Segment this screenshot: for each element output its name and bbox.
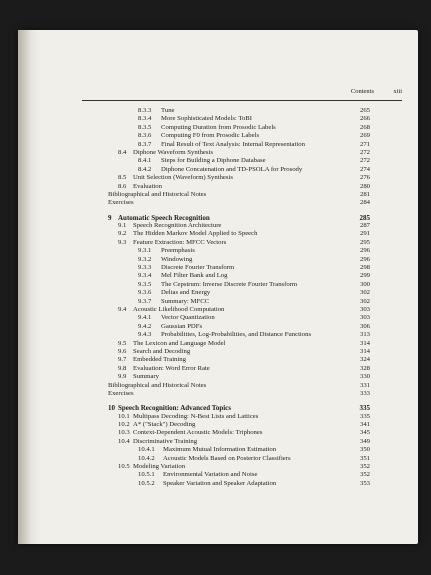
toc-page-number: 276: [359, 174, 370, 182]
toc-entry-title: Deltas and Energy: [161, 289, 211, 297]
toc-entry-title: Mel Filter Bank and Log: [161, 272, 228, 280]
toc-row: [18, 471, 418, 479]
toc-page-number: 300: [359, 280, 370, 288]
toc-entry-title: Acoustic Likelihood Computation: [133, 305, 225, 313]
toc-page-number: 285: [359, 213, 370, 222]
toc-section-number: 8.4.1: [138, 157, 152, 165]
header-page-number: xiii: [393, 88, 402, 95]
toc-row: [18, 157, 418, 165]
toc-section-number: 9.4.3: [138, 331, 152, 339]
toc-section-number: 8.3.7: [138, 140, 152, 148]
toc-page-number: 351: [359, 454, 370, 462]
toc-page-number: 352: [359, 463, 370, 471]
toc-row: [18, 289, 418, 297]
toc-page-number: 272: [359, 157, 370, 165]
toc-entry-title: A* ("Stack") Decoding: [133, 421, 196, 429]
toc-entry-title: Multipass Decoding: N-Best Lists and Lattices: [133, 412, 259, 420]
toc-entry-title: The Lexicon and Language Model: [133, 339, 226, 347]
toc-section-number: 10.4.1: [138, 446, 155, 454]
toc-page-number: 265: [359, 107, 370, 114]
toc-page-number: 353: [359, 479, 370, 487]
toc-row: [18, 331, 418, 339]
toc-page-number: 328: [359, 364, 370, 372]
toc-entry-title: Feature Extraction: MFCC Vectors: [133, 238, 227, 246]
toc-entry-title: Embedded Training: [133, 356, 186, 364]
toc-entry-title: Automatic Speech Recognition: [118, 213, 210, 222]
toc-entry-title: Discrete Fourier Transform: [161, 264, 235, 272]
toc-row: [18, 272, 418, 280]
toc-page-number: 296: [359, 247, 370, 255]
toc-entry-title: Speech Recognition: Advanced Topics: [118, 404, 231, 413]
toc-row: [18, 455, 418, 463]
toc-entry-title: Diphone Waveform Synthesis: [133, 148, 213, 156]
toc-entry-title: Vector Quantization: [161, 314, 215, 322]
toc-row: [18, 247, 418, 255]
toc-section-number: 9.3.1: [138, 247, 152, 255]
toc-entry-title: The Hidden Markov Model Applied to Speech: [133, 230, 258, 238]
toc-row: [18, 149, 418, 157]
toc-chapter-row: [18, 214, 418, 222]
toc-entry-title: The Cepstrum: Inverse Discrete Fourier Transform: [161, 280, 298, 288]
toc-section-number: 8.5: [118, 174, 127, 182]
toc-entry-title: Steps for Building a Diphone Database: [161, 157, 266, 165]
toc-page-number: 302: [359, 297, 370, 305]
toc-page-number: 335: [359, 404, 370, 413]
toc-page-number: 303: [359, 314, 370, 322]
toc-entry-title: Final Result of Text Analysis: Internal Representation: [161, 140, 305, 148]
toc-section-number: 10.4.2: [138, 454, 155, 462]
toc-page-number: 303: [359, 305, 370, 313]
table-of-contents: [18, 107, 418, 488]
toc-entry-title: Unit Selection (Waveform) Synthesis: [133, 174, 233, 182]
toc-entry-title: More Sophisticated Models: ToBI: [161, 115, 252, 123]
toc-entry-title: Tune: [161, 107, 175, 114]
toc-section-number: 10: [108, 404, 115, 413]
toc-section-number: 9.6: [118, 347, 127, 355]
toc-entry-title: Discriminative Training: [133, 437, 198, 445]
toc-row: [18, 306, 418, 314]
toc-entry-title: Preemphasis: [161, 247, 195, 255]
toc-row: [18, 413, 418, 421]
toc-section-number: 9.3: [118, 238, 127, 246]
toc-row: [18, 239, 418, 247]
toc-entry-title: Speaker Variation and Speaker Adaptation: [163, 479, 277, 487]
toc-entry-title: Computing Duration from Prosodic Labels: [161, 123, 276, 131]
toc-entry-title: Context-Dependent Acoustic Models: Triphones: [133, 429, 263, 437]
toc-section-number: 10.3: [118, 429, 130, 437]
toc-entry-title: Bibliographical and Historical Notes: [108, 381, 207, 389]
toc-entry-title: Summary: [133, 373, 160, 381]
toc-row: [18, 429, 418, 437]
toc-row: [18, 438, 418, 446]
header-rule: [82, 100, 402, 101]
toc-row: [18, 191, 418, 199]
toc-section-number: 9.3.2: [138, 255, 152, 263]
toc-page-number: 314: [359, 347, 370, 355]
toc-section-number: 10.5.1: [138, 471, 155, 479]
toc-section-number: 9.3.4: [138, 272, 152, 280]
toc-row: [18, 115, 418, 123]
toc-entry-title: Evaluation: Word Error Rate: [133, 364, 210, 372]
toc-entry-title: Computing F0 from Prosodic Labels: [161, 132, 260, 140]
toc-entry-title: Summary: MFCC: [161, 297, 210, 305]
toc-row: [18, 199, 418, 207]
toc-row: [18, 183, 418, 191]
toc-row: [18, 264, 418, 272]
toc-row: [18, 281, 418, 289]
toc-section-number: 8.3.4: [138, 115, 152, 123]
toc-section-number: 9.4.2: [138, 322, 152, 330]
toc-section-number: 9.3.6: [138, 289, 152, 297]
toc-row: [18, 365, 418, 373]
toc-row: [18, 446, 418, 454]
toc-entry-title: Evaluation: [133, 182, 162, 190]
toc-page-number: 274: [359, 165, 370, 173]
toc-chapter-row: [18, 404, 418, 412]
toc-page-number: 269: [359, 132, 370, 140]
toc-entry-title: Bibliographical and Historical Notes: [108, 190, 207, 198]
running-header: [18, 88, 418, 100]
toc-section-number: 9.5: [118, 339, 127, 347]
toc-section-number: 9.8: [118, 364, 127, 372]
toc-row: [18, 124, 418, 132]
toc-page-number: 295: [359, 238, 370, 246]
toc-page-number: 296: [359, 255, 370, 263]
toc-page-number: 333: [359, 389, 370, 397]
toc-section-number: 10.5: [118, 463, 130, 471]
toc-section-number: 8.3.5: [138, 123, 152, 131]
toc-section-number: 10.4: [118, 437, 130, 445]
toc-row: [18, 166, 418, 174]
toc-row: [18, 230, 418, 238]
toc-section-number: 8.3.3: [138, 107, 152, 114]
toc-entry-title: Search and Decoding: [133, 347, 191, 355]
toc-page-number: 284: [359, 199, 370, 207]
toc-entry-title: Speech Recognition Architecture: [133, 222, 222, 230]
toc-page-number: 272: [359, 148, 370, 156]
toc-row: [18, 480, 418, 488]
toc-page-number: 314: [359, 339, 370, 347]
toc-row: [18, 340, 418, 348]
toc-entry-title: Environmental Variation and Noise: [163, 471, 258, 479]
toc-entry-title: Maximum Mutual Information Estimation: [163, 446, 277, 454]
toc-entry-title: Exercises: [108, 199, 134, 207]
toc-page-number: 313: [359, 331, 370, 339]
toc-row: [18, 356, 418, 364]
toc-row: [18, 323, 418, 331]
toc-page-number: 266: [359, 115, 370, 123]
book-page: [18, 30, 418, 544]
toc-page-number: 268: [359, 123, 370, 131]
toc-row: [18, 132, 418, 140]
toc-row: [18, 382, 418, 390]
toc-page-number: 345: [359, 429, 370, 437]
toc-entry-title: Acoustic Models Based on Posterior Classifiers: [163, 454, 291, 462]
toc-row: [18, 256, 418, 264]
toc-section-number: 8.4: [118, 148, 127, 156]
toc-section-number: 9.3.5: [138, 280, 152, 288]
toc-section-number: 9.3.7: [138, 297, 152, 305]
toc-row: [18, 174, 418, 182]
toc-row: [18, 298, 418, 306]
toc-row: [18, 107, 418, 115]
toc-section-number: 9.4.1: [138, 314, 152, 322]
toc-section-number: 8.3.6: [138, 132, 152, 140]
toc-section-number: 10.2: [118, 421, 130, 429]
toc-page-number: 299: [359, 272, 370, 280]
toc-section-number: 10.5.2: [138, 479, 155, 487]
toc-entry-title: Modeling Variation: [133, 463, 186, 471]
toc-section-number: 8.6: [118, 182, 127, 190]
toc-row: [18, 141, 418, 149]
toc-page-number: 281: [359, 190, 370, 198]
toc-page-number: 302: [359, 289, 370, 297]
toc-entry-title: Probabilities, Log-Probabilities, and Distance Functions: [161, 331, 312, 339]
toc-page-number: 306: [359, 322, 370, 330]
toc-entry-title: Windowing: [161, 255, 193, 263]
toc-section-number: 9.4: [118, 305, 127, 313]
toc-row: [18, 348, 418, 356]
toc-section-number: 9.7: [118, 356, 127, 364]
toc-page-number: 287: [359, 222, 370, 230]
toc-section-number: 9.9: [118, 373, 127, 381]
toc-page-number: 298: [359, 264, 370, 272]
toc-section-number: 10.1: [118, 412, 130, 420]
toc-row: [18, 390, 418, 398]
toc-page-number: 280: [359, 182, 370, 190]
toc-page-number: 330: [359, 373, 370, 381]
toc-row: [18, 463, 418, 471]
toc-page-number: 331: [359, 381, 370, 389]
header-title: Contents: [350, 88, 374, 95]
toc-page-number: 335: [359, 412, 370, 420]
toc-row: [18, 314, 418, 322]
toc-page-number: 291: [359, 230, 370, 238]
toc-page-number: 341: [359, 421, 370, 429]
toc-section-number: 9.1: [118, 222, 127, 230]
toc-row: [18, 222, 418, 230]
toc-section-number: 9: [108, 213, 112, 222]
toc-page-number: 349: [359, 437, 370, 445]
toc-page-number: 271: [359, 140, 370, 148]
toc-page-number: 324: [359, 356, 370, 364]
toc-section-number: 8.4.2: [138, 165, 152, 173]
toc-row: [18, 373, 418, 381]
toc-page-number: 350: [359, 446, 370, 454]
toc-page-number: 352: [359, 471, 370, 479]
toc-entry-title: Diphone Concatenation and TD-PSOLA for Prosody: [161, 165, 303, 173]
toc-entry-title: Gaussian PDFs: [161, 322, 203, 330]
toc-section-number: 9.2: [118, 230, 127, 238]
toc-row: [18, 421, 418, 429]
toc-section-number: 9.3.3: [138, 264, 152, 272]
toc-entry-title: Exercises: [108, 389, 134, 397]
